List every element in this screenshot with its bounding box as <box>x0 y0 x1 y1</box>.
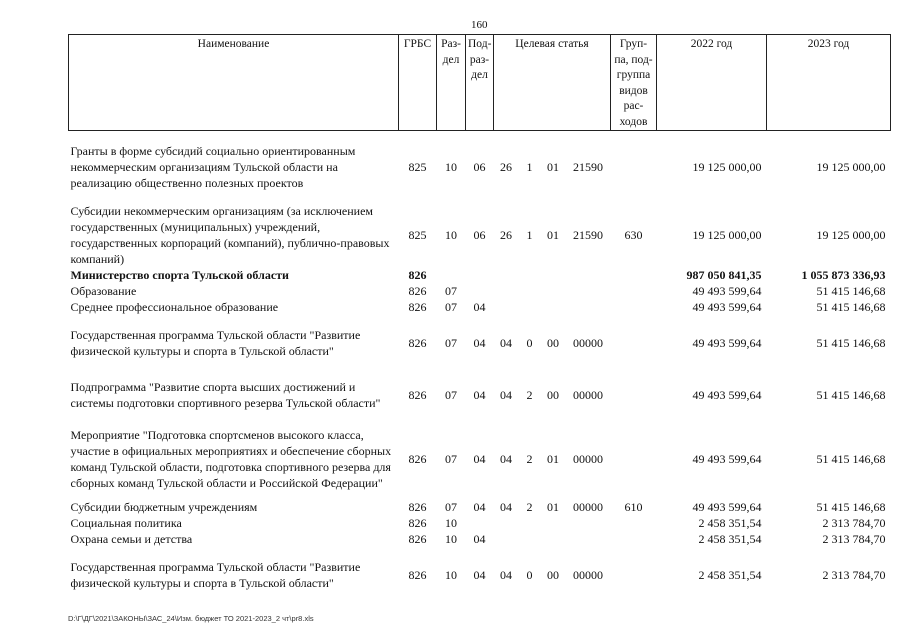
row-razdel: 10 <box>445 516 457 530</box>
row-razdel: 10 <box>445 228 457 242</box>
header-razdel: Раз- дел <box>437 35 466 131</box>
row-target-program <box>494 299 519 315</box>
row-amount-2022: 49 493 599,64 <box>692 500 762 514</box>
row-target-subprogram: 0 <box>526 336 533 350</box>
header-target-article: Целевая статья <box>494 35 611 131</box>
row-target-direction <box>566 299 611 315</box>
row-podrazdel: 04 <box>473 568 486 582</box>
row-amount-2022: 49 493 599,64 <box>692 284 762 298</box>
row-target-program: 26 <box>500 160 512 174</box>
row-name: Мероприятие "Подготовка спортсменов высокого класса, участие в официальных мероприятиях и обеспечение сборных команд Тульской области, подготовка спортивного резерва для сборных команд Тульской области и Российской Федерации" <box>70 428 392 490</box>
row-name: Гранты в форме субсидий социально ориентированным некоммерческим организациям Тульской области на реализацию общественно полезных проектов <box>70 144 356 190</box>
row-amount-2023: 2 313 784,70 <box>822 568 886 582</box>
row-podrazdel <box>466 515 494 531</box>
row-grbs: 826 <box>408 568 427 582</box>
row-target-direction <box>566 267 611 283</box>
row-razdel: 07 <box>445 388 457 402</box>
row-target-program: 04 <box>500 500 512 514</box>
row-razdel: 07 <box>445 500 457 514</box>
row-name: Субсидии бюджетным учреждениям <box>70 500 258 514</box>
row-target-direction: 00000 <box>573 568 603 582</box>
row-razdel: 10 <box>445 568 457 582</box>
row-razdel: 07 <box>445 452 457 466</box>
row-amount-2023: 2 313 784,70 <box>822 532 886 546</box>
row-name: Образование <box>70 284 137 298</box>
row-target-direction <box>566 283 611 299</box>
row-expense-group <box>611 515 657 531</box>
row-target-direction: 00000 <box>573 388 603 402</box>
table-row <box>69 515 891 531</box>
row-target-subprogram <box>519 531 541 547</box>
row-grbs: 826 <box>408 452 427 466</box>
row-podrazdel: 04 <box>473 532 486 546</box>
row-amount-2023: 51 415 146,68 <box>816 452 886 466</box>
row-amount-2022: 49 493 599,64 <box>692 336 762 350</box>
row-podrazdel: 04 <box>473 452 486 466</box>
row-target-subprogram <box>519 299 541 315</box>
row-target-subprogram <box>519 283 541 299</box>
row-amount-2022: 49 493 599,64 <box>692 300 762 314</box>
row-grbs: 826 <box>408 500 427 514</box>
row-target-subprogram: 1 <box>526 228 533 242</box>
row-amount-2022: 987 050 841,35 <box>686 268 762 282</box>
table-row <box>69 531 891 547</box>
row-target-event <box>541 283 566 299</box>
table-row <box>69 559 891 591</box>
row-name: Министерство спорта Тульской области <box>70 268 289 282</box>
budget-table <box>68 34 891 591</box>
row-expense-group <box>611 559 657 591</box>
row-target-program: 04 <box>500 388 512 402</box>
row-amount-2023: 1 055 873 336,93 <box>801 268 886 282</box>
row-target-program <box>494 531 519 547</box>
table-row <box>69 499 891 515</box>
row-target-event <box>541 531 566 547</box>
row-target-event <box>541 267 566 283</box>
row-target-program: 26 <box>500 228 512 242</box>
row-razdel: 10 <box>445 532 457 546</box>
row-podrazdel <box>466 283 494 299</box>
row-target-program <box>494 283 519 299</box>
row-target-program: 04 <box>500 568 512 582</box>
table-row <box>69 299 891 315</box>
row-target-event <box>541 299 566 315</box>
row-grbs: 825 <box>408 160 427 174</box>
row-grbs: 825 <box>408 228 427 242</box>
row-target-direction: 21590 <box>573 228 603 242</box>
row-amount-2022: 2 458 351,54 <box>698 532 762 546</box>
row-grbs: 826 <box>408 516 427 530</box>
row-expense-group: 610 <box>624 500 643 514</box>
row-target-event <box>541 515 566 531</box>
row-target-subprogram: 2 <box>526 500 533 514</box>
row-amount-2022: 2 458 351,54 <box>698 568 762 582</box>
row-podrazdel: 04 <box>473 500 486 514</box>
row-podrazdel: 04 <box>473 336 486 350</box>
header-name: Наименование <box>69 35 399 131</box>
table-row <box>69 203 891 267</box>
row-amount-2023: 51 415 146,68 <box>816 284 886 298</box>
table-row <box>69 371 891 419</box>
row-target-direction <box>566 515 611 531</box>
row-name: Субсидии некоммерческим организациям (за исключением государственных (муниципальных) учреждений, государственных корпораций (компаний), публично-правовых компаний) <box>70 204 390 266</box>
table-row <box>69 283 891 299</box>
row-target-subprogram: 0 <box>526 568 533 582</box>
row-name: Государственная программа Тульской области "Развитие физической культуры и спорта в Тульской области" <box>70 560 361 590</box>
row-expense-group: 630 <box>624 228 643 242</box>
row-target-direction <box>566 531 611 547</box>
row-target-event: 00 <box>547 568 559 582</box>
file-path-footer: D:\Г\ДГ\2021\ЗАКОНЫ\ЗАС_24\Изм. бюджет ТО 2021-2023_2 чт\pr8.xls <box>68 614 314 623</box>
row-target-event: 01 <box>547 228 559 242</box>
row-target-program <box>494 267 519 283</box>
row-expense-group <box>611 143 657 191</box>
row-expense-group <box>611 531 657 547</box>
row-expense-group <box>611 327 657 359</box>
table-row <box>69 419 891 499</box>
row-name: Подпрограмма "Развитие спорта высших достижений и системы подготовки спортивного резерва Тульской области" <box>70 380 381 410</box>
row-grbs: 826 <box>408 388 427 402</box>
row-amount-2022: 19 125 000,00 <box>692 228 762 242</box>
header-expense-group: Груп- па, под- группа видов рас- ходов <box>611 35 657 131</box>
row-target-subprogram <box>519 515 541 531</box>
row-razdel: 10 <box>445 160 457 174</box>
row-podrazdel: 06 <box>473 160 486 174</box>
row-amount-2023: 2 313 784,70 <box>822 516 886 530</box>
row-expense-group <box>611 283 657 299</box>
row-expense-group <box>611 371 657 419</box>
row-name: Государственная программа Тульской области "Развитие физической культуры и спорта в Тульской области" <box>70 328 361 358</box>
table-row <box>69 267 891 283</box>
row-target-direction: 00000 <box>573 336 603 350</box>
row-amount-2022: 19 125 000,00 <box>692 160 762 174</box>
row-amount-2022: 49 493 599,64 <box>692 388 762 402</box>
row-grbs: 826 <box>408 300 427 314</box>
row-target-program: 04 <box>500 452 512 466</box>
row-expense-group <box>611 267 657 283</box>
row-name: Охрана семьи и детства <box>70 532 193 546</box>
row-grbs: 826 <box>408 284 427 298</box>
row-target-event: 01 <box>547 500 559 514</box>
row-target-event: 01 <box>547 160 559 174</box>
table-row <box>69 327 891 359</box>
row-name: Среднее профессиональное образование <box>70 300 279 314</box>
row-target-event: 00 <box>547 388 559 402</box>
row-target-event: 00 <box>547 336 559 350</box>
table-header-row <box>69 35 891 131</box>
row-amount-2022: 49 493 599,64 <box>692 452 762 466</box>
table-row <box>69 143 891 191</box>
row-amount-2023: 51 415 146,68 <box>816 500 886 514</box>
header-year-2023: 2023 год <box>767 35 891 131</box>
row-razdel: 07 <box>445 300 457 314</box>
row-target-subprogram: 2 <box>526 452 533 466</box>
row-podrazdel: 04 <box>473 300 486 314</box>
row-target-subprogram: 1 <box>526 160 533 174</box>
row-target-subprogram <box>519 267 541 283</box>
row-grbs: 826 <box>408 532 427 546</box>
row-target-event: 01 <box>547 452 559 466</box>
row-target-direction: 00000 <box>573 500 603 514</box>
row-target-subprogram: 2 <box>526 388 533 402</box>
row-expense-group <box>611 299 657 315</box>
header-podrazdel: Под- раз- дел <box>466 35 494 131</box>
row-grbs: 826 <box>408 336 427 350</box>
row-podrazdel <box>466 267 494 283</box>
header-grbs: ГРБС <box>399 35 437 131</box>
row-target-direction: 21590 <box>573 160 603 174</box>
row-amount-2023: 19 125 000,00 <box>816 228 886 242</box>
row-podrazdel: 04 <box>473 388 486 402</box>
header-year-2022: 2022 год <box>657 35 767 131</box>
row-amount-2023: 51 415 146,68 <box>816 336 886 350</box>
page-number: 160 <box>471 19 488 31</box>
row-target-program: 04 <box>500 336 512 350</box>
row-amount-2023: 19 125 000,00 <box>816 160 886 174</box>
row-podrazdel: 06 <box>473 228 486 242</box>
row-grbs: 826 <box>408 268 427 282</box>
row-target-direction: 00000 <box>573 452 603 466</box>
row-amount-2023: 51 415 146,68 <box>816 300 886 314</box>
row-name: Социальная политика <box>70 516 182 530</box>
row-amount-2022: 2 458 351,54 <box>698 516 762 530</box>
row-razdel: 07 <box>445 336 457 350</box>
row-amount-2023: 51 415 146,68 <box>816 388 886 402</box>
row-razdel: 07 <box>445 284 457 298</box>
row-razdel <box>437 267 466 283</box>
row-expense-group <box>611 419 657 499</box>
row-target-program <box>494 515 519 531</box>
